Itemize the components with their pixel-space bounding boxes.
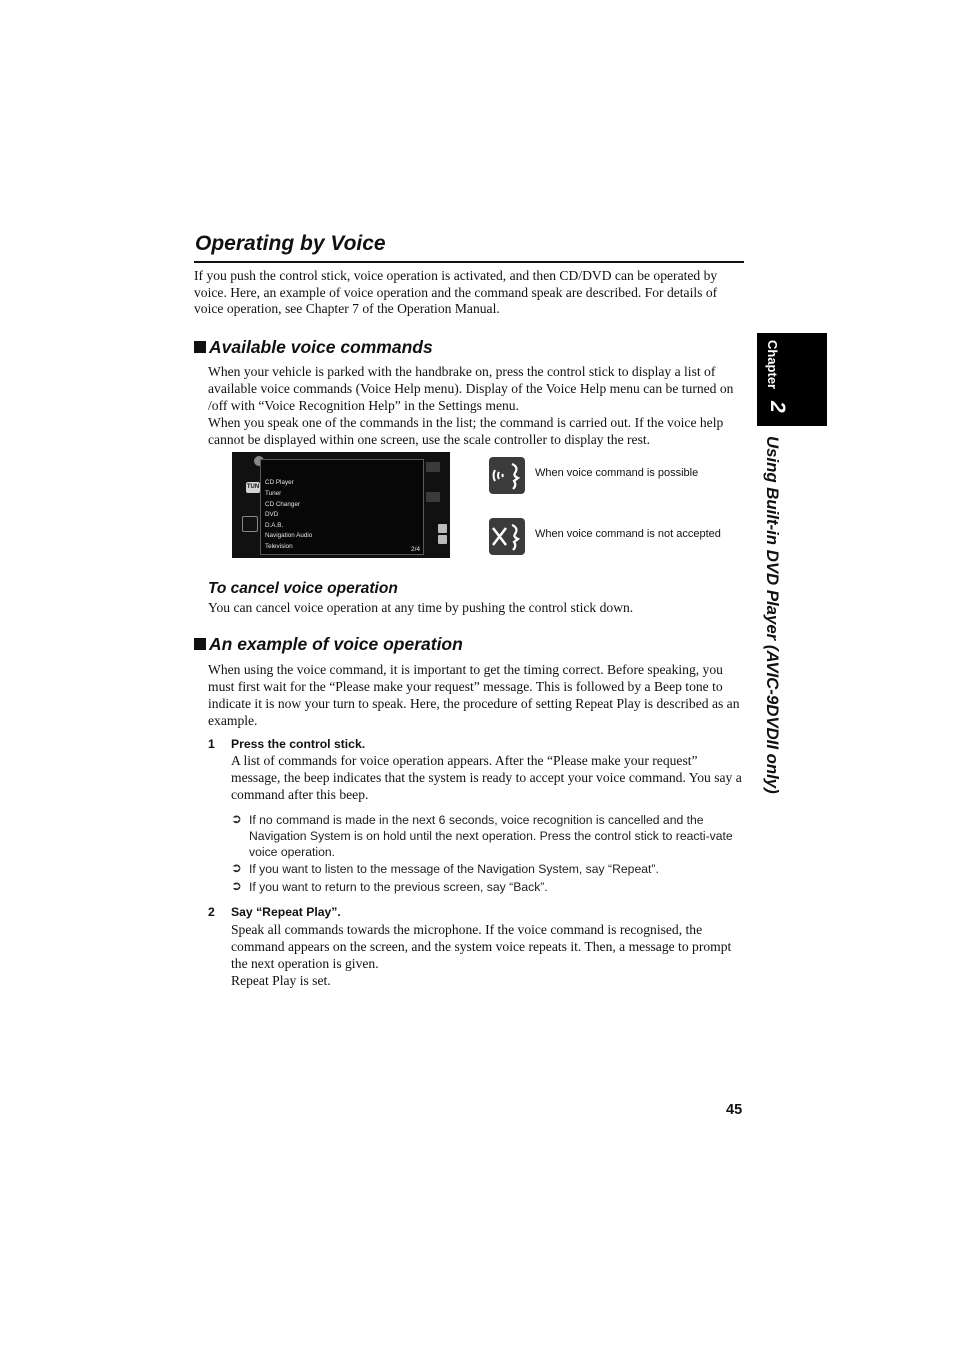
voice-not-accepted-label: When voice command is not accepted — [535, 528, 721, 540]
note-text: If you want to return to the previous screen, say “Back”. — [249, 880, 548, 894]
section-heading-text: An example of voice operation — [209, 634, 463, 654]
voice-help-screen — [232, 452, 450, 558]
screen-right-tab — [426, 492, 440, 502]
step-number: 1 — [208, 737, 215, 751]
scroll-up-icon — [438, 524, 447, 533]
intro-paragraph: If you push the control stick, voice operation is activated, and then CD/DVD can be operated by voice. Here, an example of voice operation and the command speak are described. For details of voice operation, see Chapter 7 of the Operation Manual. — [194, 268, 718, 317]
menu-item: DVD — [265, 511, 279, 518]
chapter-number: 2 — [766, 401, 789, 413]
note-arrow-icon: ➲ — [231, 811, 242, 826]
screen-right-tab — [426, 462, 440, 472]
available-commands-paragraph-1: When your vehicle is parked with the handbrake on, press the control stick to display a list of available voice commands (Voice Help menu). Display of the Voice Help menu can be turned on /off with “Voice Recognition Help” in the Settings menu. — [208, 364, 734, 413]
cancel-heading: To cancel voice operation — [208, 580, 398, 597]
title-rule — [194, 261, 744, 263]
page-title: Operating by Voice — [195, 232, 386, 255]
menu-item: CD Player — [265, 479, 294, 486]
section-heading-example — [194, 634, 463, 655]
step-2-body: Speak all commands towards the microphone. If the voice command is recognised, the command appears on the screen, and the system voice repeats it. Then, a message to prompt the next operation is given. — [231, 922, 732, 971]
scroll-down-icon — [438, 535, 447, 544]
section-heading-available-commands — [194, 337, 433, 358]
menu-item: CD Changer — [265, 501, 300, 508]
menu-item: Tuner — [265, 490, 282, 497]
voice-help-menu — [260, 459, 424, 555]
note-text: If you want to listen to the message of the Navigation System, say “Repeat”. — [249, 862, 659, 876]
chapter-tab — [757, 333, 827, 426]
menu-item: D.A.B. — [265, 522, 284, 529]
page-number: 45 — [726, 1102, 743, 1118]
step-2-result: Repeat Play is set. — [231, 973, 331, 988]
chapter-label: Chapter — [765, 340, 780, 390]
step-title: Say “Repeat Play”. — [231, 905, 341, 919]
available-commands-paragraph-2: When you speak one of the commands in the list; the command is carried out. If the voice help cannot be displayed within one screen, use the scale controller to display the rest. — [208, 415, 724, 447]
section-heading-text: Available voice commands — [209, 337, 433, 357]
menu-item: Navigation Audio — [265, 532, 313, 539]
cancel-paragraph: You can cancel voice operation at any time by pushing the control stick down. — [208, 600, 634, 615]
voice-possible-label: When voice command is possible — [535, 467, 699, 479]
voice-not-accepted-icon — [489, 518, 525, 555]
voice-possible-icon — [489, 457, 525, 494]
menu-item: Television — [265, 543, 293, 550]
square-bullet-icon — [194, 638, 206, 650]
step-1-heading — [208, 737, 365, 751]
step-2-heading — [208, 905, 341, 919]
tuner-tab: TUN — [246, 482, 260, 493]
note-item — [231, 879, 743, 895]
note-arrow-icon: ➲ — [231, 860, 242, 875]
note-item — [231, 812, 743, 861]
voice-mini-icon — [242, 516, 258, 532]
note-text: If no command is made in the next 6 seconds, voice recognition is cancelled and the Navigation System is on hold until the next operation. Press the control stick to reacti-vate voice operation. — [249, 813, 733, 860]
square-bullet-icon — [194, 341, 206, 353]
page-indicator: 2/4 — [410, 546, 420, 553]
step-number: 2 — [208, 905, 215, 919]
example-paragraph: When using the voice command, it is important to get the timing correct. Before speaking, you must first wait for the “Please make your request” message. This is followed by a Beep tone to indicate it is now your turn to speak. Here, the procedure of setting Repeat Play is described as an example. — [208, 662, 740, 728]
note-item — [231, 861, 743, 877]
chapter-title-vertical: Using Built-in DVD Player (AVIC-9DVDII only) — [763, 436, 782, 794]
step-title: Press the control stick. — [231, 737, 366, 751]
note-arrow-icon: ➲ — [231, 878, 242, 893]
step-1-body: A list of commands for voice operation appears. After the “Please make your request” message, the beep indicates that the system is ready to accept your voice command. You say a command after this beep. — [231, 753, 742, 802]
